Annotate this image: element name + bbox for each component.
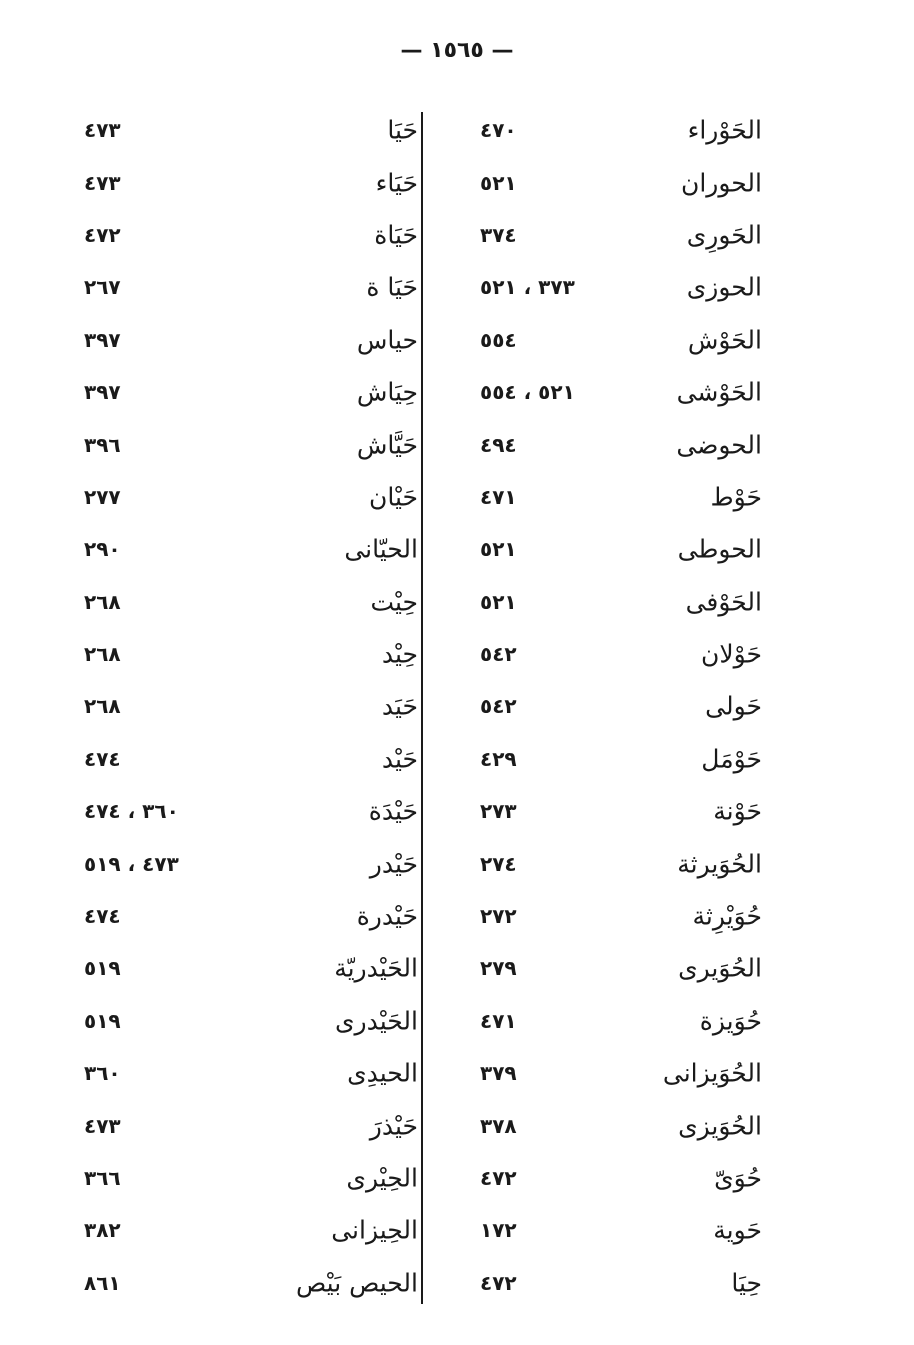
entry-word: الحُوَيرى: [678, 953, 762, 983]
entry-word: الحوزى: [686, 272, 762, 302]
entry-word: الحَيْدريّة: [334, 953, 418, 983]
entry-word: حَيْان: [369, 482, 418, 512]
entry-page-ref: ٤٧٣ ، ٥١٩: [84, 851, 179, 876]
index-entry: [60, 261, 480, 313]
index-entry: [460, 1152, 880, 1204]
index-entry: [60, 785, 480, 837]
index-entry: [60, 890, 480, 942]
entry-word: حِيْد: [381, 639, 418, 669]
entry-word: الحَيْدرى: [334, 1006, 418, 1036]
index-entry: [60, 680, 480, 732]
entry-word: حَيَا: [387, 115, 418, 145]
index-entry: [60, 523, 480, 575]
entry-page-ref: ٣٧٤: [480, 222, 517, 247]
index-entry: [460, 523, 880, 575]
index-entry: [460, 1099, 880, 1151]
entry-page-ref: ٢٧٢: [480, 904, 517, 929]
index-entry: [460, 733, 880, 785]
entry-page-ref: ٢٦٨: [84, 589, 121, 614]
index-entry: [60, 1047, 480, 1099]
entry-page-ref: ١٧٢: [480, 1218, 517, 1243]
entry-word: الحَوْراء: [687, 115, 762, 145]
entry-page-ref: ٥٢١: [480, 170, 517, 195]
entry-word: الحُوَيزانى: [662, 1058, 762, 1088]
entry-word: الحوران: [681, 168, 762, 198]
index-entry: [60, 156, 480, 208]
entry-page-ref: ٥٢١: [480, 537, 517, 562]
entry-word: حَوْط: [710, 482, 762, 512]
index-entry: [460, 104, 880, 156]
entry-page-ref: ٥٤٢: [480, 642, 517, 667]
entry-word: حَوْنة: [713, 796, 762, 826]
index-entry: [60, 209, 480, 261]
index-entry: [460, 576, 880, 628]
entry-page-ref: ٤٧٣: [84, 118, 121, 143]
index-entry: [460, 156, 880, 208]
entry-word: الحَوْش: [687, 325, 762, 355]
entry-page-ref: ٣٩٧: [84, 327, 121, 352]
entry-page-ref: ٤٧٢: [84, 222, 121, 247]
index-entry: [460, 890, 880, 942]
entry-word: حُوَىّ: [714, 1163, 762, 1193]
entry-word: الحوضى: [676, 430, 762, 460]
entry-page-ref: ٣٩٧: [84, 380, 121, 405]
entry-word: الحَورِى: [686, 220, 762, 250]
entry-page-ref: ٢٧٤: [480, 851, 517, 876]
entry-word: الحُوَيرثة: [677, 849, 762, 879]
entry-word: الحَوْفى: [685, 587, 762, 617]
index-entry: [60, 837, 480, 889]
index-entry: [460, 261, 880, 313]
index-entry: [460, 942, 880, 994]
entry-word: حَوْلان: [701, 639, 762, 669]
entry-word: الحُوَيزى: [678, 1111, 762, 1141]
entry-page-ref: ٢٩٠: [84, 537, 121, 562]
index-entry: [60, 471, 480, 523]
entry-page-ref: ٤٧٢: [480, 1166, 517, 1190]
index-entry: [460, 314, 880, 366]
entry-page-ref: ٢٦٨: [84, 642, 121, 667]
index-entry: [60, 314, 480, 366]
index-entry: [460, 837, 880, 889]
index-entry: [60, 104, 480, 156]
entry-word: حِيَاش: [356, 377, 418, 407]
entry-page-ref: ٤٧٠: [480, 118, 517, 143]
entry-word: حَيْدر: [369, 849, 418, 879]
entry-page-ref: ٢٦٧: [84, 275, 121, 300]
left-column: [60, 104, 480, 1309]
index-entry: [460, 628, 880, 680]
entry-page-ref: ٤٧٤: [84, 746, 121, 771]
index-entry: [460, 366, 880, 418]
entry-word: حَيَاء: [375, 168, 418, 198]
entry-word: حُوَيْرِثة: [692, 901, 762, 931]
index-entry: [460, 1047, 880, 1099]
index-entry: [60, 576, 480, 628]
index-entry: [460, 995, 880, 1047]
entry-page-ref: ٣٧٩: [480, 1061, 517, 1086]
entry-word: حَوْمَل: [701, 744, 762, 774]
index-entry: [460, 785, 880, 837]
entry-word: حَيْدرة: [356, 901, 418, 931]
entry-word: الحيص بَيْص: [296, 1268, 418, 1298]
entry-page-ref: ٥١٩: [84, 956, 121, 981]
entry-page-ref: ٤٧٢: [480, 1270, 517, 1295]
entry-word: الحيدِى: [347, 1058, 418, 1088]
index-entry: [60, 628, 480, 680]
index-entry: [60, 942, 480, 994]
entry-page-ref: ٣٧٨: [480, 1113, 517, 1138]
entry-word: حَولى: [705, 691, 762, 721]
entry-word: حُوَيزة: [699, 1006, 762, 1036]
entry-page-ref: ٢٧٩: [480, 956, 517, 981]
entry-word: الحَوْشى: [676, 377, 762, 407]
index-entry: [460, 418, 880, 470]
entry-page-ref: ٥٥٤: [480, 327, 517, 352]
entry-page-ref: ٢٧٣: [480, 799, 517, 824]
entry-page-ref: ٣٩٦: [84, 432, 121, 457]
entry-page-ref: ٤٧١: [480, 1008, 517, 1033]
index-entry: [460, 471, 880, 523]
index-entry: [60, 418, 480, 470]
entry-word: حَيَا ة: [366, 272, 418, 302]
index-entry: [60, 1204, 480, 1256]
entry-page-ref: ٢٦٨: [84, 694, 121, 719]
entry-page-ref: ٤٧٣: [84, 1113, 121, 1138]
entry-page-ref: ٣٦٠: [84, 1061, 121, 1086]
entry-word: الحيّانى: [344, 534, 418, 564]
entry-page-ref: ٥٢١: [480, 589, 517, 614]
entry-page-ref: ٣٦٠ ، ٤٧٤: [84, 799, 179, 824]
index-entry: [60, 366, 480, 418]
entry-page-ref: ٤٧١: [480, 484, 517, 509]
entry-word: حَيَاة: [374, 220, 418, 250]
entry-page-ref: ٣٨٢: [84, 1218, 121, 1243]
entry-word: حِيَا: [731, 1268, 762, 1298]
entry-word: حَيْد: [381, 744, 418, 774]
page-number: — ١٥٦٥ —: [400, 38, 514, 63]
entry-word: حَيَد: [381, 691, 418, 721]
index-entry: [460, 1204, 880, 1256]
entry-word: حِيْت: [370, 587, 418, 617]
index-entry: [460, 1257, 880, 1309]
entry-page-ref: ٥٢١ ، ٥٥٤: [480, 380, 575, 405]
entry-page-ref: ٤٧٤: [84, 904, 121, 929]
index-entry: [460, 680, 880, 732]
entry-page-ref: ٤٩٤: [480, 432, 517, 457]
entry-page-ref: ٣٦٦: [84, 1166, 121, 1190]
index-entry: [460, 209, 880, 261]
right-column: [460, 104, 880, 1309]
entry-word: حياس: [356, 325, 418, 355]
index-entry: [60, 1099, 480, 1151]
entry-word: الحِيزانى: [331, 1215, 418, 1245]
index-entry: [60, 1152, 480, 1204]
entry-word: الحوطى: [677, 534, 762, 564]
index-entry: [60, 1257, 480, 1309]
entry-word: حَيَّاش: [356, 430, 418, 460]
entry-page-ref: ٨٦١: [84, 1270, 121, 1295]
entry-word: حَوية: [713, 1215, 762, 1245]
entry-page-ref: ٥١٩: [84, 1008, 121, 1033]
entry-word: حَيْدَة: [368, 796, 418, 826]
entry-page-ref: ٢٧٧: [84, 484, 121, 509]
index-entry: [60, 995, 480, 1047]
entry-page-ref: ٣٧٣ ، ٥٢١: [480, 275, 575, 300]
entry-word: الحِيْرى: [346, 1163, 418, 1193]
index-entry: [60, 733, 480, 785]
entry-page-ref: ٤٧٣: [84, 170, 121, 195]
entry-word: حَيْذرَ: [369, 1111, 418, 1141]
entry-page-ref: ٤٢٩: [480, 746, 517, 771]
entry-page-ref: ٥٤٢: [480, 694, 517, 719]
